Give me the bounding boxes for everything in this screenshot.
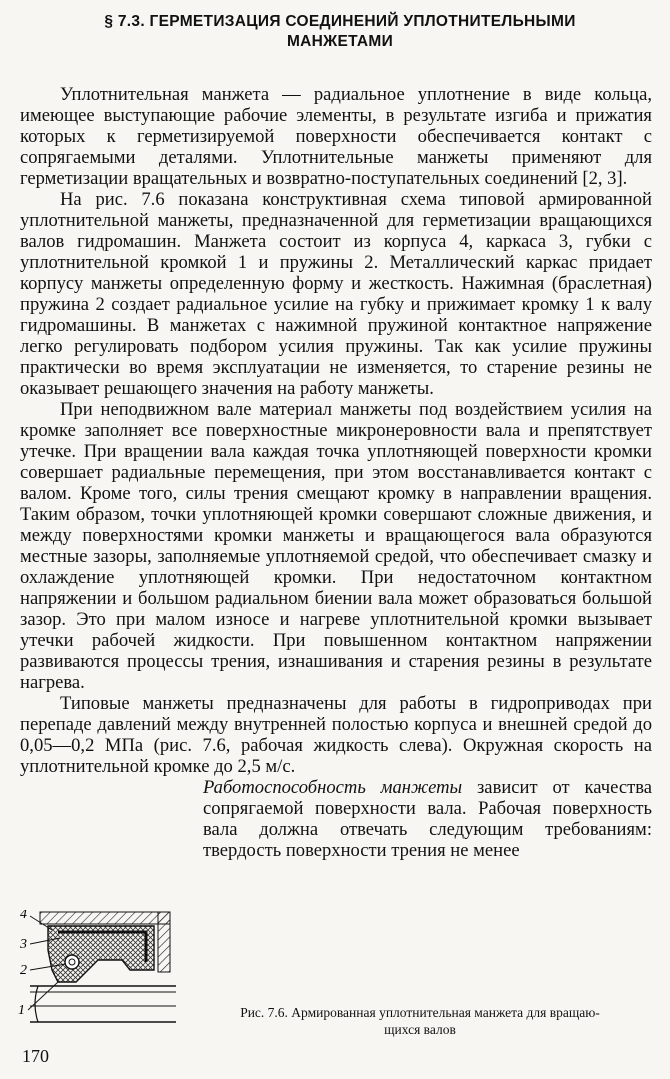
label-1: 1 bbox=[18, 1003, 25, 1018]
seal-diagram bbox=[18, 910, 178, 1028]
housing-wall bbox=[158, 912, 170, 972]
label-4: 4 bbox=[20, 910, 27, 922]
label-3: 3 bbox=[20, 937, 27, 952]
section-heading bbox=[50, 12, 630, 52]
seal-body bbox=[48, 926, 154, 982]
paragraph-2: На рис. 7.6 показана конструктивная схема типовой армированной уплотнительной манжеты, предназначенной для герметизации вращающихся валов гидромашин. Манжета состоит из корпуса 4, каркаса 3, губки с уплотнительной кромкой 1 и пружины 2. Металлический каркас придает корпусу манжеты определенную форму и жесткость. Нажимная (браслетная) пружина 2 создает радиальное усилие на губку и прижимает кромку 1 к валу гидромашины. В манжетах с нажимной пружиной контактное напряжение легко регулировать подбором усилия пружины. Так как усилие пружины практически во время эксплуатации не изменяется, то старение резины не оказывает решающего значения на работу манжеты. bbox=[20, 189, 652, 399]
housing bbox=[40, 912, 170, 924]
caption-line-2: щихся валов bbox=[384, 1022, 456, 1037]
italic-lead: Работоспособность манжеты bbox=[203, 777, 463, 798]
caption-line-1: Рис. 7.6. Армированная уплотнительная манжета для вращаю- bbox=[240, 1005, 600, 1020]
page-number: 170 bbox=[22, 1046, 49, 1066]
paragraph-5 bbox=[203, 777, 652, 861]
body-text bbox=[20, 84, 652, 861]
paragraph-3: При неподвижном вале материал манжеты под воздействием усилия на кромке заполняет все поверхностные микронеровности вала и препятствует утечке. При вращении вала каждая точка уплотняющей поверхности кромки совершает радиальные перемещения, при этом восстанавливается контакт с валом. Кроме того, силы трения смещают кромку в направлении вращения. Таким образом, точки уплотняющей кромки совершают сложные движения, и между поверхностями кромки манжеты и вращающегося вала образуются местные зазоры, заполняемые уплотняемой средой, что обеспечивает смазку и охлаждение уплотняющей кромки. При недостаточном контактном напряжении и большом радиальном биении вала может образоваться большой зазор. Это при малом износе и нагреве уплотнительной кромки вызывает утечки рабочей жидкости. При повышенном контактном напряжении развиваются процессы трения, изнашивания и старения резины в результате нагрева. bbox=[20, 399, 652, 693]
heading-line-2: МАНЖЕТАМИ bbox=[286, 33, 394, 50]
spring bbox=[65, 955, 79, 969]
figure-7-6 bbox=[18, 910, 178, 1028]
paragraph-4: Типовые манжеты предназначены для работы в гидроприводах при перепаде давлений между внутренней полостью корпуса и внешней средой до 0,05—0,2 МПа (рис. 7.6, рабочая жидкость слева). Окружная скорость на уплотнительной кромке до 2,5 м/с. bbox=[20, 693, 652, 777]
label-2: 2 bbox=[20, 963, 27, 978]
figure-caption bbox=[185, 1004, 655, 1038]
paragraph-5-text: зависит от качества сопрягаемой поверхности вала. Рабочая поверхность вала должна отвечать следующим требованиям: твердость поверхности трения не менее bbox=[203, 777, 653, 861]
paragraph-1: Уплотнительная манжета — радиальное уплотнение в виде кольца, имеющее выступающие рабочие элементы, в результате изгиба и прижатия которых к герметизируемой поверхности обеспечивается контакт с сопрягаемыми деталями. Уплотнительные манжеты применяют для герметизации вращательных и возвратно-поступательных соединений [2, 3]. bbox=[20, 84, 652, 189]
wrapped-text-block bbox=[203, 777, 652, 861]
heading-line-1: § 7.3. ГЕРМЕТИЗАЦИЯ СОЕДИНЕНИЙ УПЛОТНИТЕЛЬНЫМИ bbox=[104, 13, 576, 30]
